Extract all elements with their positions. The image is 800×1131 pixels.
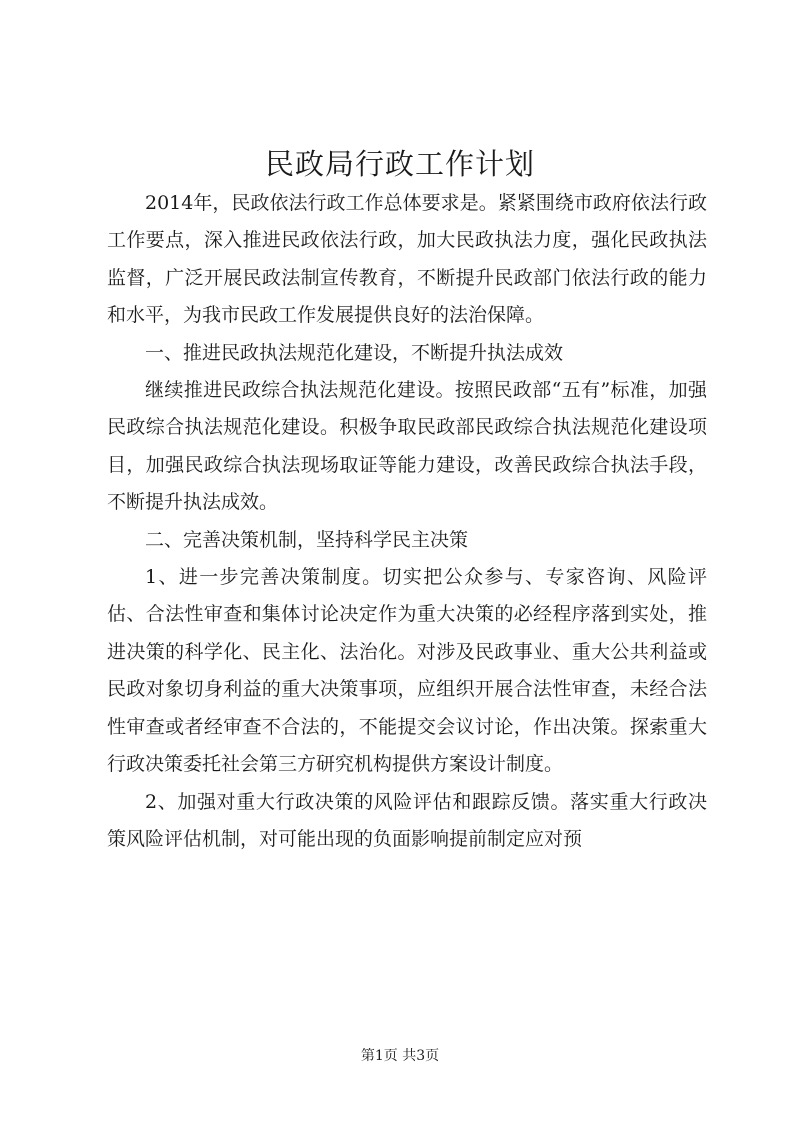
document-body — [107, 185, 707, 858]
section-heading-1: 一、推进民政执法规范化建设，不断提升执法成效 — [145, 341, 564, 364]
paragraph-item-1: 1、进一步完善决策制度。切实把公众参与、专家咨询、风险评估、合法性审查和集体讨论决定作为重大决策的必经程序落到实处，推进决策的科学化、民主化、法治化。对涉及民政事业、重大公共利益或民政对象切身利益的重大决策事项，应组织开展合法性审查，未经合法性审查或者经审查不合法的，不能提交会议讨论，作出决策。探索重大行政决策委托社会第三方研究机构提供方案设计制度。 — [107, 566, 707, 776]
section-heading-2: 二、完善决策机制，坚持科学民主决策 — [145, 528, 469, 551]
page-title: 民政局行政工作计划 — [264, 147, 535, 181]
paragraph-intro: 2014年，民政依法行政工作总体要求是。紧紧围绕市政府依法行政工作要点，深入推进民政依法行政，加大民政执法力度，强化民政执法监督，广泛开展民政法制宣传教育，不断提升民政部门依法行政的能力和水平，为我市民政工作发展提供良好的法治保障。 — [107, 192, 707, 327]
page-number-footer: 第1页 共3页 — [360, 1048, 440, 1064]
paragraph-section-1: 继续推进民政综合执法规范化建设。按照民政部“五有”标准，加强民政综合执法规范化建设。积极争取民政部民政综合执法规范化建设项目，加强民政综合执法现场取证等能力建设，改善民政综合执法手段，不断提升执法成效。 — [107, 379, 707, 514]
paragraph-item-2: 2、加强对重大行政决策的风险评估和跟踪反馈。落实重大行政决策风险评估机制，对可能出现的负面影响提前制定应对预 — [107, 790, 707, 850]
